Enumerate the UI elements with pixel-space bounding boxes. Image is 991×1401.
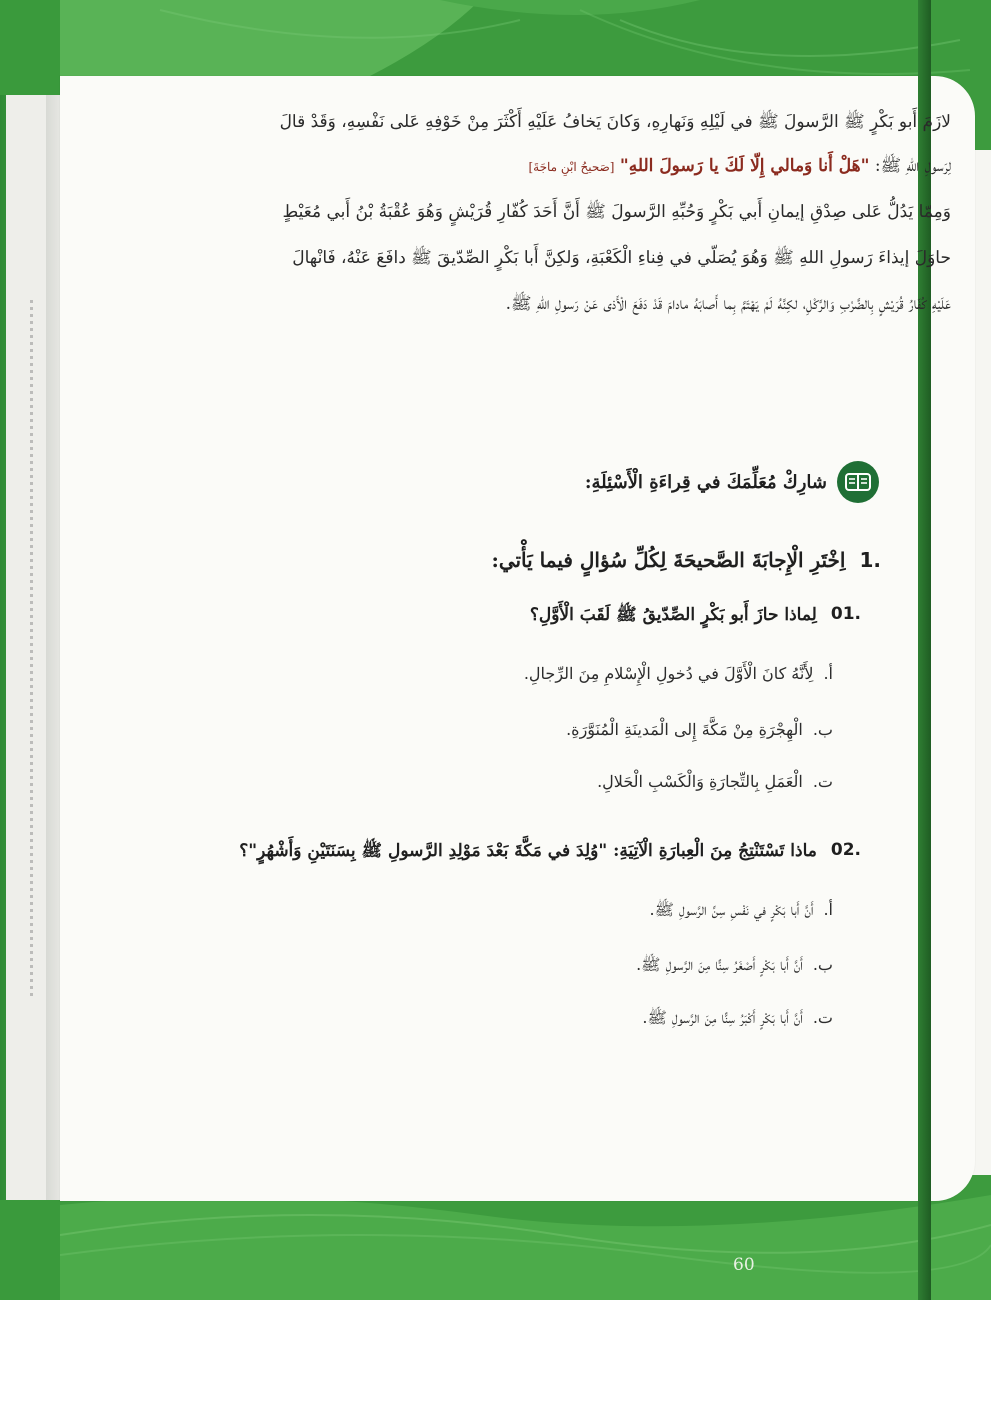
sub-question-text: لِماذا حازَ أَبو بَكْرٍ الصِّدّيقُ ﷺ لَقَبَ الْأَوَّلِ؟ (529, 605, 817, 625)
left-page-edge (0, 0, 62, 1300)
option-1a[interactable] (524, 664, 833, 683)
intro-paragraph (91, 108, 951, 336)
intro-line-3: وَمِمّا يَدُلُّ عَلى صِدْقِ إيمانِ أَبي بَكْرٍ وَحُبِّهِ الرَّسولَ ﷺ أَنَّ أَحَدَ كُفّارِ قُرَيْشٍ وَهُوَ عُقْبَةُ بْنُ أَبي مُعَيْطٍ (282, 202, 951, 222)
option-text: أَنَّ أَبا بَكْرٍ أَصْغَرُ سِنًّا مِنَ الرَّسولِ ﷺ. (636, 955, 803, 974)
left-page-text-edge (30, 300, 33, 1000)
intro-line-4: حاوَلَ إيذاءَ رَسولِ اللهِ ﷺ وَهُوَ يُصَلّي في فِناءِ الْكَعْبَةِ، وَلكِنَّ أَبا بَكْرٍ الصِّدّيقَ ﷺ دافَعَ عَنْهُ، فَانْهالَ (292, 248, 951, 268)
question-text: اِخْتَرِ الْإِجابَةَ الصَّحيحَةَ لِكُلِّ سُؤالٍ فيما يَأْتي: (491, 548, 846, 572)
intro-line-1: لازَمَ أَبو بَكْرٍ ﷺ الرَّسولَ ﷺ في لَيْلِهِ وَنَهارِهِ، وَكانَ يَخافُ عَلَيْهِ أَكْثَرَ مِنْ خَوْفِهِ عَلى نَفْسِهِ، وَقَدْ قالَ (279, 112, 951, 132)
left-page-green-bottom (0, 1200, 62, 1300)
option-text: الْهِجْرَةِ مِنْ مَكَّةَ إِلى الْمَدينَةِ الْمُنَوَّرَةِ. (566, 720, 803, 739)
hadith-quote: "هَلْ أَنا وَمالي إِلّا لَكَ يا رَسولَ اللهِ" (619, 156, 870, 176)
option-text: أَنَّ أَبا بَكْرٍ أَكْبَرُ سِنًّا مِنَ الرَّسولِ ﷺ. (642, 1008, 803, 1027)
left-page-green-top (0, 0, 62, 95)
question-1 (491, 548, 881, 572)
intro-line-5: عَلَيْهِ كُفّارُ قُرَيْشٍ بِالضَّرْبِ وَالرَّكْلِ، لكِنَّهُ لَمْ يَهْتَمَّ بِما أَصابَهُ مادامَ قَدْ دَفَعَ الْأَذى عَنْ رَسولِ اللهِ ﷺ. (505, 294, 951, 314)
option-2a[interactable] (650, 900, 834, 923)
intro-line-2-prefix: لِرَسولِ اللهِ ﷺ: (874, 156, 951, 176)
option-2b[interactable] (636, 955, 833, 978)
book-icon (837, 461, 879, 503)
page-number: 60 (733, 1255, 755, 1275)
option-letter: ب. (812, 720, 833, 739)
option-2c[interactable] (642, 1008, 833, 1031)
option-1b[interactable] (566, 720, 833, 739)
sub-question-text: ماذا تَسْتَنْتِجُ مِنَ الْعِبارَةِ الْآتِيَةِ: "وُلِدَ في مَكَّةَ بَعْدَ مَوْلِدِ الرَّسولِ ﷺ بِسَنَتَيْنِ وَأَشْهُرٍ"؟ (239, 841, 817, 861)
option-letter: أ. (823, 900, 833, 919)
sub-question-number: 01. (830, 604, 861, 624)
option-text: أَنَّ أَبا بَكْرٍ في نَفْسِ سِنِّ الرَّسولِ ﷺ. (649, 900, 814, 919)
share-heading-text: شارِكْ مُعَلِّمَكَ في قِراءَةِ الْأَسْئِلَةِ: (584, 471, 827, 493)
hadith-source: [صَحيحُ ابْنِ ماجَةَ] (528, 160, 615, 174)
sub-question-01 (530, 604, 861, 629)
option-letter: ت. (812, 772, 833, 791)
option-1c[interactable] (597, 772, 833, 791)
share-teacher-heading (585, 460, 879, 504)
left-page-white-strip (6, 95, 46, 1200)
question-number: 1. (859, 548, 881, 572)
option-letter: أ. (823, 664, 833, 683)
option-text: لِأَنَّهُ كانَ الْأَوَّلَ في دُخولِ الْإِسْلامِ مِنَ الرِّجالِ. (523, 664, 814, 683)
option-text: الْعَمَلِ بِالتِّجارَةِ وَالْكَسْبِ الْحَلالِ. (597, 772, 803, 791)
option-letter: ب. (812, 955, 833, 974)
sub-question-number: 02. (830, 840, 861, 860)
sub-question-02 (239, 840, 861, 865)
option-letter: ت. (812, 1008, 833, 1027)
intro-line-2 (91, 152, 951, 198)
